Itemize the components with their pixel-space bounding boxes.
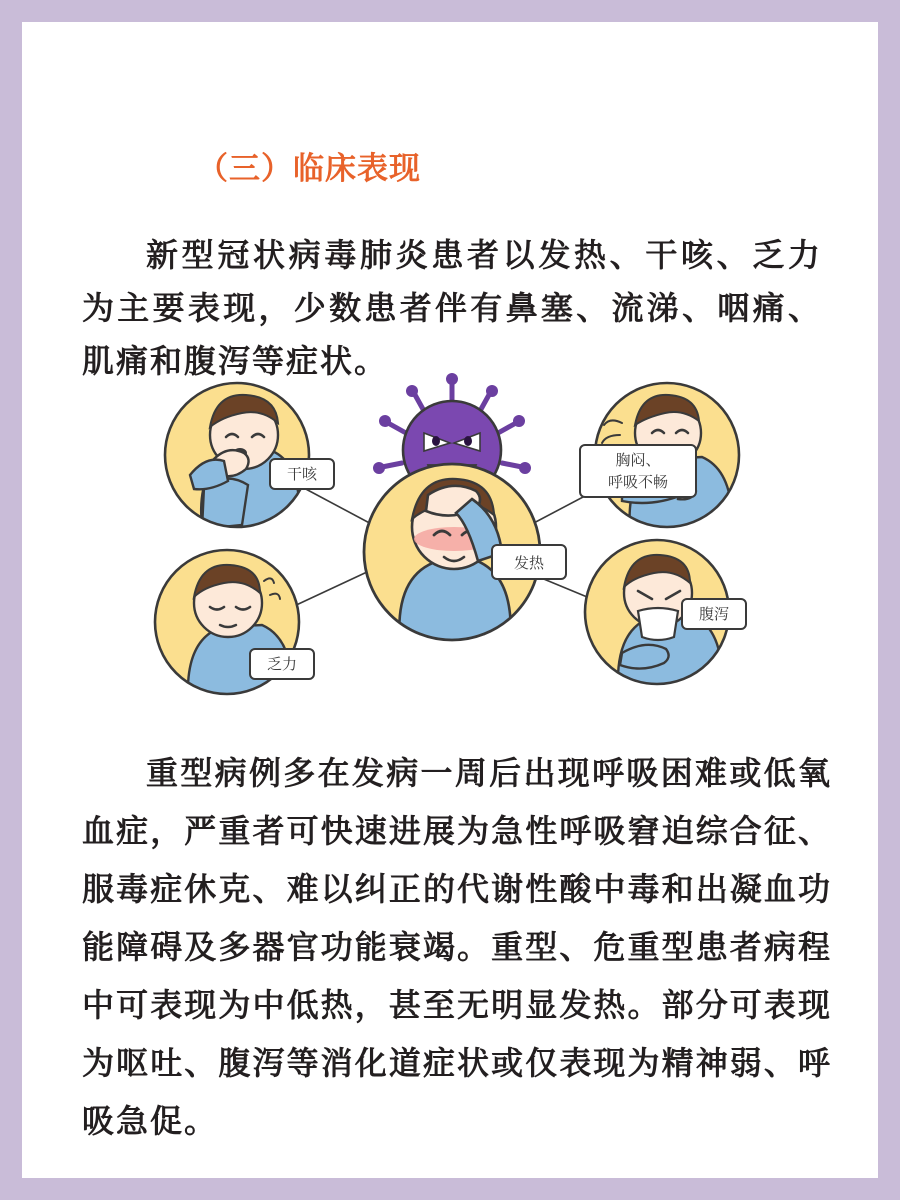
label-fever: 发热	[513, 555, 545, 572]
label-bubble-fever	[492, 545, 566, 579]
clinical-illustration	[152, 367, 752, 707]
label-bubble-chest	[580, 445, 696, 497]
illustration-node-chest	[580, 383, 739, 529]
illustration-node-cough	[165, 383, 334, 529]
page-title: （三）临床表现	[197, 150, 421, 186]
illustration-node-fever	[364, 464, 566, 645]
label-bubble-diarrhea	[682, 599, 746, 629]
illustration-node-diarrhea	[585, 540, 746, 687]
paragraph-severe-cases: 重型病例多在发病一周后出现呼吸困难或低氧血症，严重者可快速进展为急性呼吸窘迫综合征、服毒症休克、难以纠正的代谢性酸中毒和出凝血功能障碍及多器官功能衰竭。重型、危重型患者病程中可表现为中低热，甚至无明显发热。部分可表现为呕吐、腹泻等消化道症状或仅表现为精神弱、呼吸急促。	[82, 755, 832, 1139]
illustration-node-fatigue	[155, 550, 314, 697]
label-fatigue: 乏力	[266, 656, 298, 673]
paragraph-clinical-symptoms: 新型冠状病毒肺炎患者以发热、干咳、乏力为主要表现，少数患者伴有鼻塞、流涕、咽痛、肌痛和腹泻等症状。	[82, 237, 822, 379]
label-bubble-fatigue	[250, 649, 314, 679]
label-bubble-cough	[270, 459, 334, 489]
label-cough: 干咳	[286, 466, 318, 483]
label-diarrhea: 腹泻	[698, 606, 730, 623]
label-chest-line1: 胸闷、	[615, 452, 661, 469]
label-chest-line2: 呼吸不畅	[607, 474, 669, 491]
document-page	[22, 22, 878, 1178]
